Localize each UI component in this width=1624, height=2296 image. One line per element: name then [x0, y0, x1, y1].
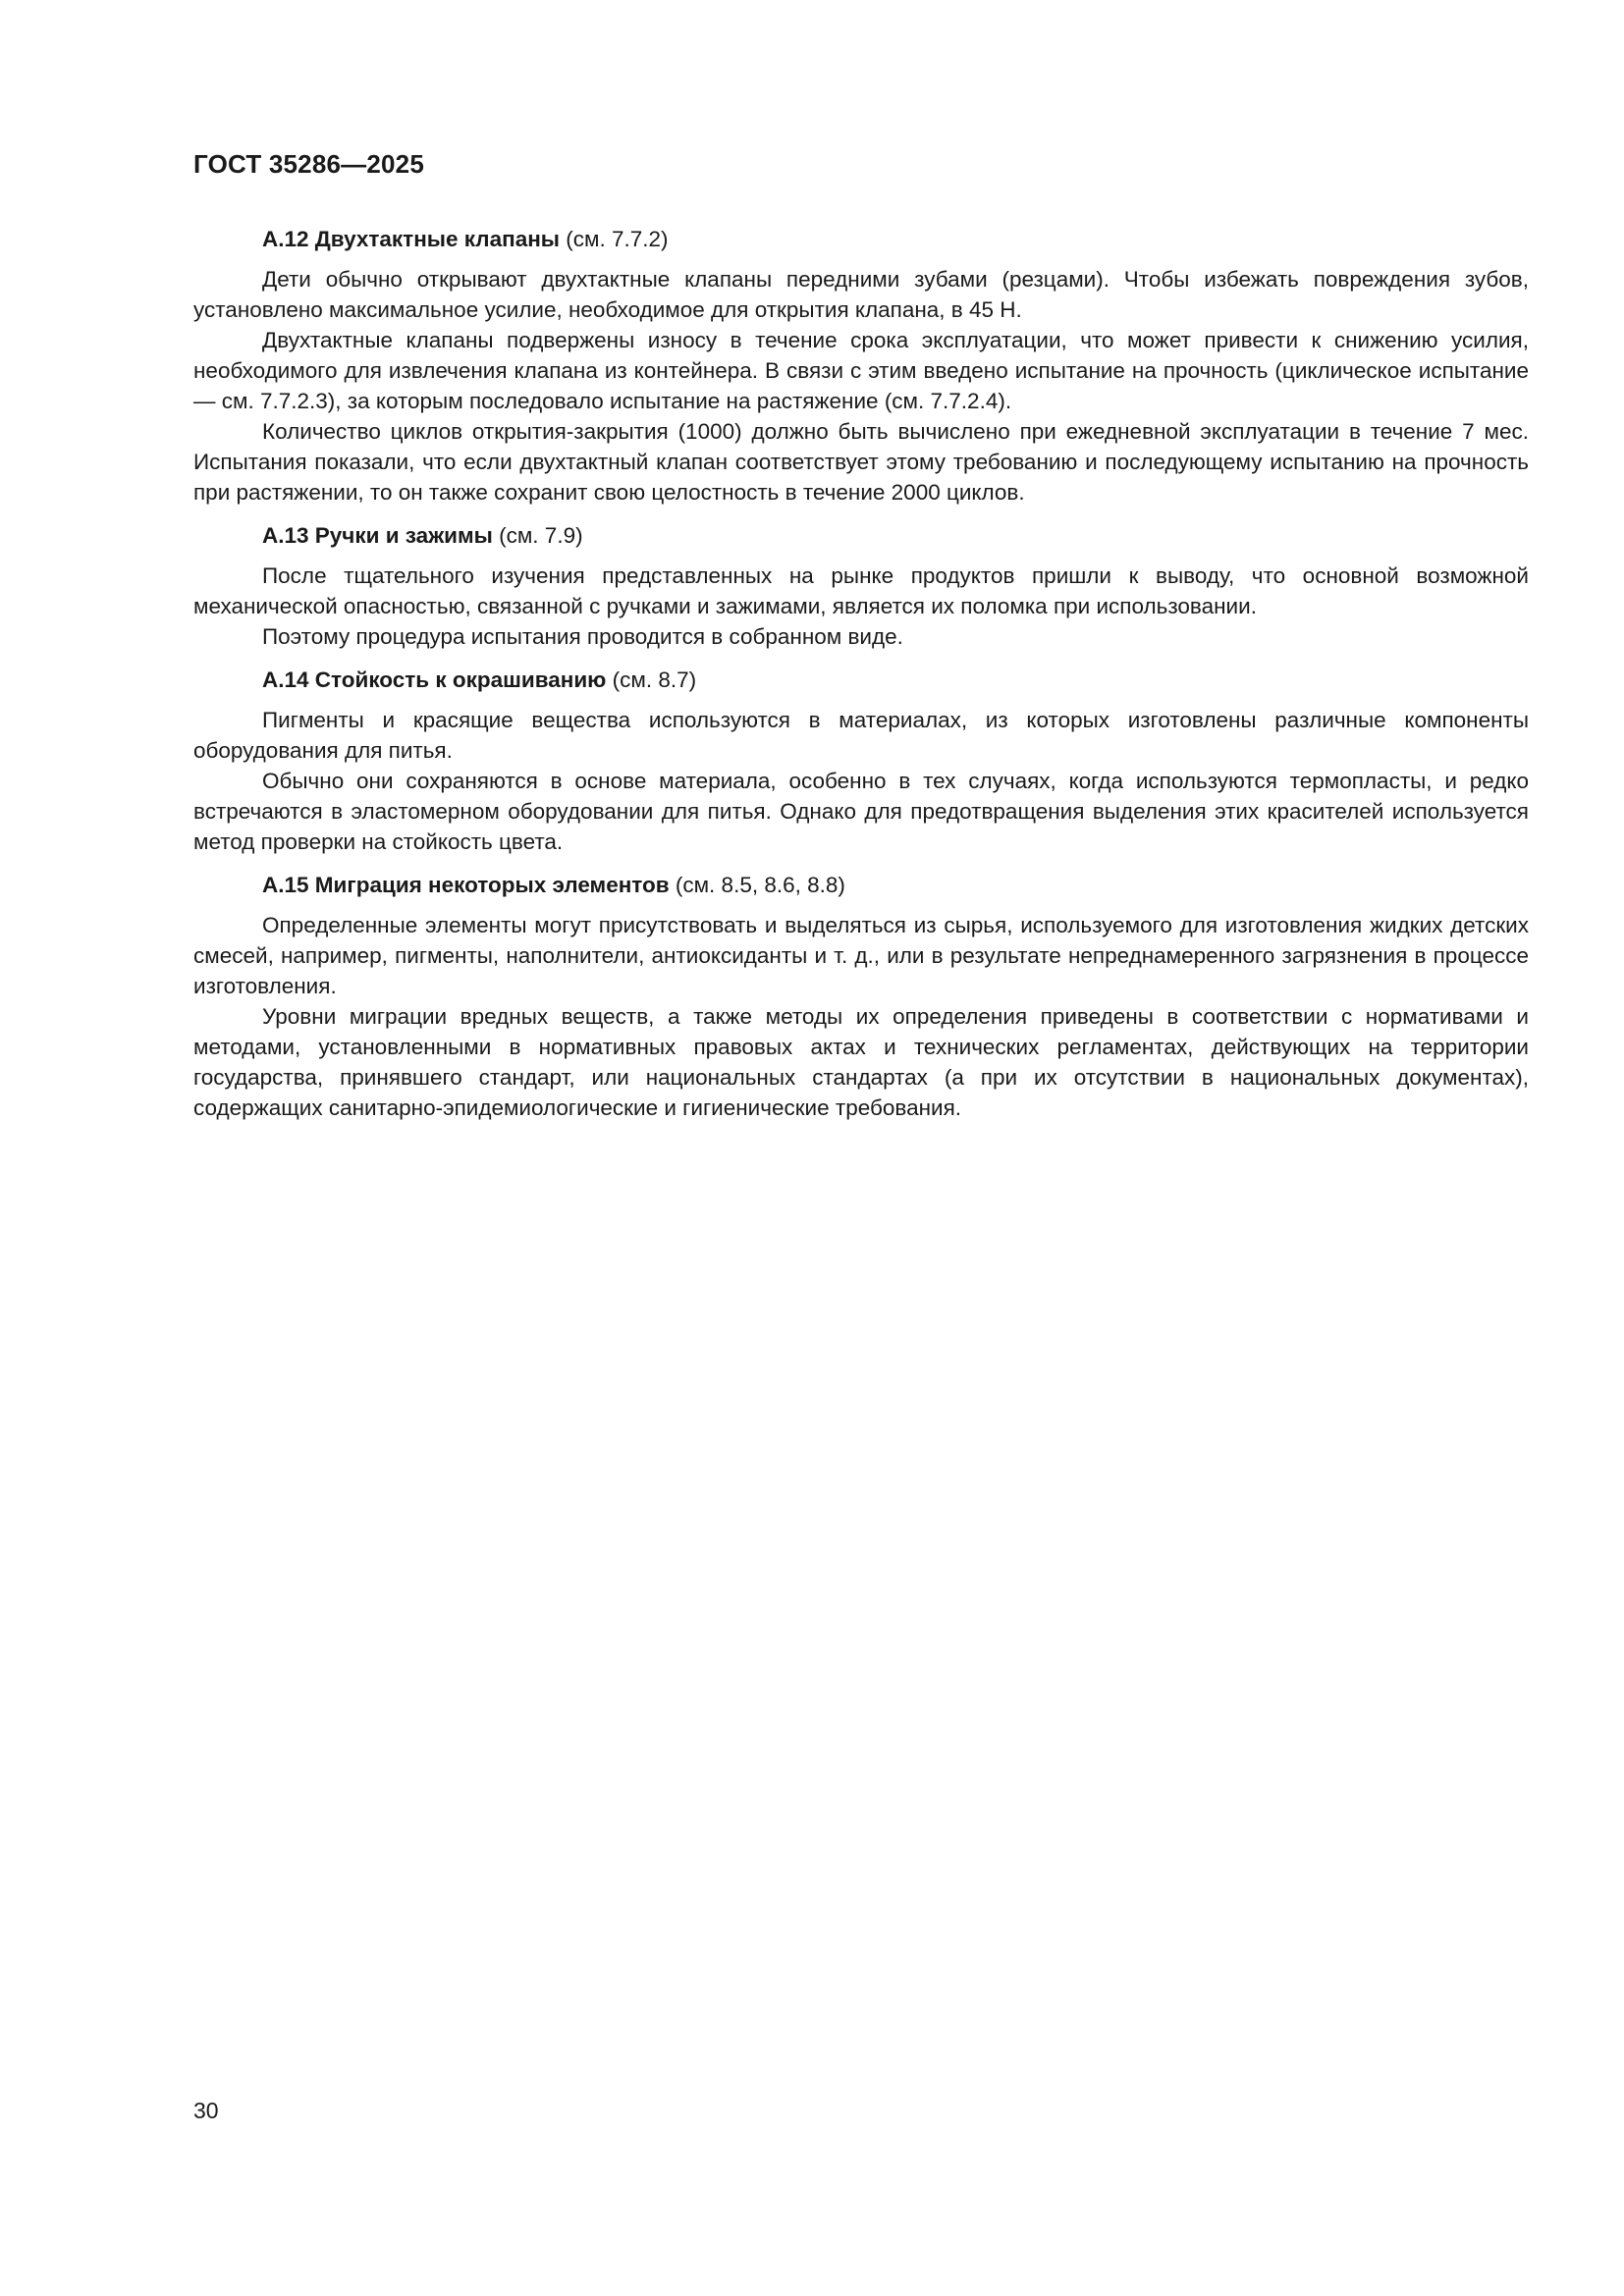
paragraph: Обычно они сохраняются в основе материала, особенно в тех случаях, когда используются термопласты, и редко встречаются в эластомерном оборудовании для питья. Однако для предотвращения выделения этих красителей используется метод проверки на стойкость цвета. — [193, 769, 1529, 854]
document-body — [193, 224, 1529, 1136]
section-a13 — [193, 520, 1529, 652]
paragraph: Поэтому процедура испытания проводится в собранном виде. — [262, 624, 903, 649]
paragraph: Количество циклов открытия-закрытия (1000) должно быть вычислено при ежедневной эксплуатации в течение 7 мес. Испытания показали, что если двухтактный клапан соответствует этому требованию и последующему испытанию на прочность при растяжении, то он также сохранит свою целостность в течение 2000 циклов. — [193, 419, 1529, 505]
section-reference: (см. 8.7) — [606, 667, 697, 692]
paragraph: Пигменты и красящие вещества используются в материалах, из которых изготовлены различные компоненты оборудования для питья. — [193, 708, 1529, 763]
section-heading — [193, 870, 1529, 900]
section-a14 — [193, 665, 1529, 857]
page-number: 30 — [193, 2098, 219, 2123]
paragraph: После тщательного изучения представленных на рынке продуктов пришли к выводу, что основной возможной механической опасностью, связанной с ручками и зажимами, является их поломка при использовании. — [193, 563, 1529, 618]
section-title: А.14 Стойкость к окрашиванию — [262, 667, 607, 692]
section-heading — [193, 520, 1529, 551]
section-title: А.12 Двухтактные клапаны — [262, 227, 561, 251]
paragraph: Определенные элементы могут присутствовать и выделяться из сырья, используемого для изготовления жидких детских смесей, например, пигменты, наполнители, антиоксиданты и т. д., или в результате непреднамеренного загрязнения в процессе изготовления. — [193, 913, 1529, 998]
section-title: А.13 Ручки и зажимы — [262, 523, 493, 548]
section-reference: (см. 8.5, 8.6, 8.8) — [669, 873, 845, 897]
section-heading — [193, 665, 1529, 695]
section-heading — [193, 224, 1529, 254]
paragraph: Двухтактные клапаны подвержены износу в течение срока эксплуатации, что может привести к снижению усилия, необходимого для извлечения клапана из контейнера. В связи с этим введено испытание на прочность (циклическое испытание — см. 7.7.2.3), за которым последовало испытание на растяжение (см. 7.7.2.4). — [193, 328, 1529, 413]
section-a12 — [193, 224, 1529, 507]
document-header: ГОСТ 35286—2025 — [193, 149, 424, 179]
section-a15 — [193, 870, 1529, 1123]
section-reference: (см. 7.9) — [492, 523, 583, 548]
section-title: А.15 Миграция некоторых элементов — [262, 873, 670, 897]
paragraph: Дети обычно открывают двухтактные клапаны передними зубами (резцами). Чтобы избежать повреждения зубов, установлено максимальное усилие, необходимое для открытия клапана, в 45 Н. — [193, 267, 1529, 322]
section-reference: (см. 7.7.2) — [560, 227, 669, 251]
paragraph: Уровни миграции вредных веществ, а также методы их определения приведены в соответствии с нормативами и методами, установленными в нормативных правовых актах и технических регламентах, действующих на территории государства, принявшего стандарт, или национальных стандартах (а при их отсутствии в национальных документах), содержащих санитарно-эпидемиологические и гигиенические требования. — [193, 1004, 1529, 1120]
